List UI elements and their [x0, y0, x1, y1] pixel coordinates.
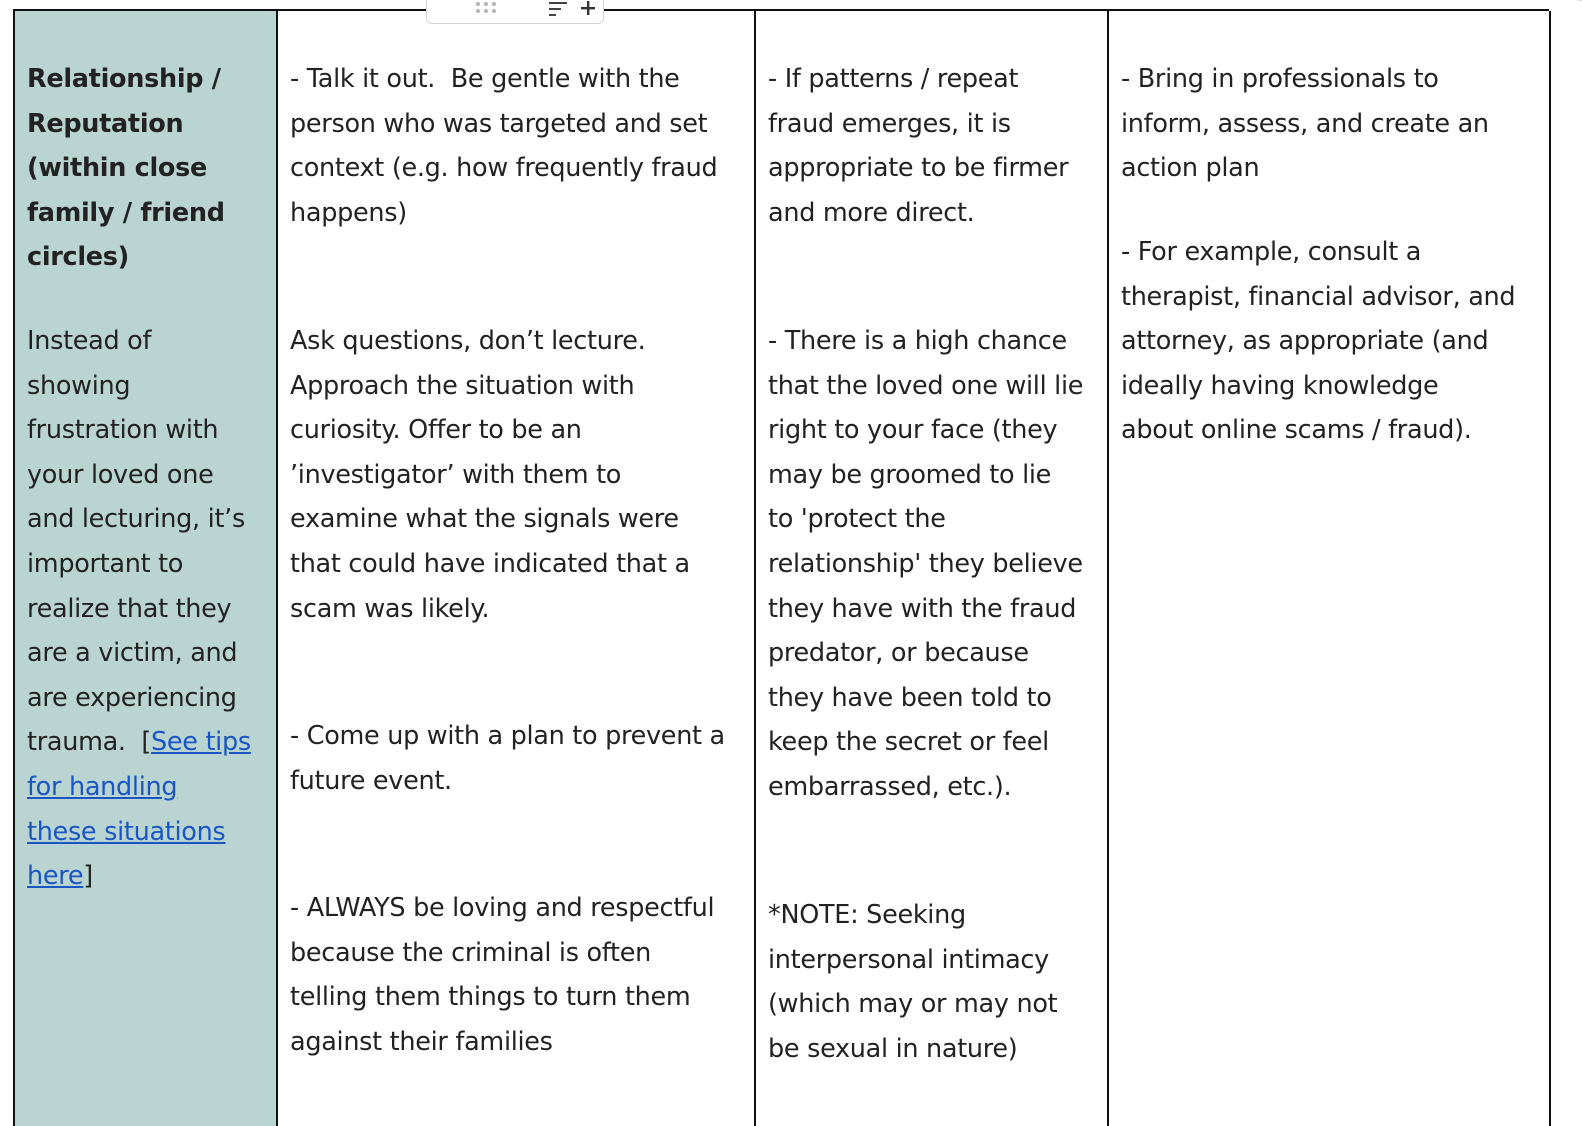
text-line: future event. — [290, 765, 452, 796]
text-line: - There is a high chance — [768, 326, 1067, 356]
text-line: may be groomed to lie — [768, 459, 1052, 490]
tips-link-line-1[interactable]: See tips — [151, 727, 251, 758]
description-line: are experiencing — [27, 682, 237, 713]
text-line: appropriate to be firmer — [768, 153, 1069, 184]
text-line: against their families — [290, 1026, 553, 1057]
paragraph-talk-it-out — [290, 57, 748, 235]
text-line: right to your face (they — [768, 415, 1058, 446]
tips-link-line-3[interactable]: these situations — [27, 816, 226, 847]
text-line: - ALWAYS be loving and respectful — [290, 893, 715, 923]
text-line: - Come up with a plan to prevent a — [290, 721, 725, 751]
text-line: they have with the fraud — [768, 593, 1077, 624]
text-line: keep the secret or feel — [768, 727, 1049, 758]
description-line: important to — [27, 548, 184, 579]
paragraph-for-example — [1121, 230, 1543, 453]
description-line: frustration with — [27, 415, 219, 446]
heading-line: Reputation — [27, 108, 184, 139]
text-line: interpersonal intimacy — [768, 944, 1049, 975]
plus-icon[interactable] — [579, 0, 597, 17]
paragraph-patterns — [768, 57, 1101, 235]
paragraph-note — [768, 893, 1101, 1071]
trauma-text: trauma. [ — [27, 727, 152, 758]
table-cell-category[interactable] — [15, 11, 278, 1126]
text-line: ’investigator’ with them to — [290, 459, 622, 490]
text-line: examine what the signals were — [290, 504, 679, 535]
description-line: and lecturing, it’s — [27, 504, 245, 535]
text-line: scam was likely. — [290, 593, 490, 624]
text-line: curiosity. Offer to be an — [290, 415, 582, 446]
advice-table — [13, 9, 1549, 1126]
paragraph-bring-professionals — [1121, 57, 1543, 191]
paragraph-ask-questions — [290, 319, 748, 631]
paragraph-always-loving — [290, 886, 748, 1064]
text-line: - If patterns / repeat — [768, 64, 1019, 94]
text-line: and more direct. — [768, 197, 975, 228]
text-line: - For example, consult a — [1121, 237, 1422, 267]
text-line: inform, assess, and create an — [1121, 108, 1489, 139]
paragraph-plan — [290, 714, 748, 803]
table-cell-firmer-approach[interactable] — [756, 11, 1109, 1126]
text-line: telling them things to turn them — [290, 982, 691, 1013]
text-line: Approach the situation with — [290, 370, 635, 401]
text-line: therapist, financial advisor, and — [1121, 281, 1516, 312]
category-heading — [27, 57, 270, 280]
text-line: predator, or because — [768, 638, 1029, 669]
description-line — [27, 720, 270, 765]
text-line: happens) — [290, 197, 407, 228]
tips-link-line-4[interactable]: here — [27, 861, 84, 892]
text-line: fraud emerges, it is — [768, 108, 1011, 139]
text-line: - Bring in professionals to — [1121, 64, 1439, 94]
paragraph-high-chance — [768, 319, 1101, 810]
table-cell-gentle-approach[interactable] — [278, 11, 756, 1126]
description-line: realize that they — [27, 593, 232, 624]
heading-line: (within close — [27, 153, 208, 184]
description-line — [27, 854, 270, 899]
text-line: because the criminal is often — [290, 937, 651, 968]
text-line: to 'protect the — [768, 504, 946, 535]
category-description — [27, 319, 270, 899]
heading-line: circles) — [27, 242, 130, 273]
align-left-icon[interactable] — [549, 1, 569, 17]
table-toolbar — [426, 0, 604, 24]
text-line: about online scams / fraud). — [1121, 415, 1472, 446]
text-line: action plan — [1121, 153, 1260, 184]
description-line — [27, 810, 270, 855]
text-line: be sexual in nature) — [768, 1033, 1018, 1064]
tips-link-line-2[interactable]: for handling — [27, 771, 178, 802]
drag-handle-icon[interactable] — [475, 1, 497, 17]
description-line: your loved one — [27, 459, 214, 490]
heading-line: family / friend — [27, 197, 225, 228]
description-line: are a victim, and — [27, 638, 238, 669]
text-line: that the loved one will lie — [768, 370, 1084, 401]
text-line: relationship' they believe — [768, 548, 1083, 579]
text-line: embarrassed, etc.). — [768, 771, 1012, 802]
description-line — [27, 765, 270, 810]
text-line: attorney, as appropriate (and — [1121, 326, 1489, 357]
table-cell-professionals[interactable] — [1109, 11, 1551, 1126]
heading-line: Relationship / — [27, 64, 221, 94]
text-line: ideally having knowledge — [1121, 370, 1439, 401]
description-line: Instead of — [27, 326, 152, 356]
text-line: that could have indicated that a — [290, 548, 690, 579]
text-line: Ask questions, don’t lecture. — [290, 326, 646, 356]
closing-bracket: ] — [83, 861, 93, 892]
text-line: - Talk it out. Be gentle with the — [290, 64, 680, 94]
text-line: they have been told to — [768, 682, 1052, 713]
text-line: person who was targeted and set — [290, 108, 708, 139]
edge-marker-icon — [1568, 0, 1582, 4]
text-line: (which may or may not — [768, 989, 1058, 1020]
text-line: context (e.g. how frequently fraud — [290, 153, 718, 184]
text-line: *NOTE: Seeking — [768, 900, 966, 930]
description-line: showing — [27, 370, 131, 401]
